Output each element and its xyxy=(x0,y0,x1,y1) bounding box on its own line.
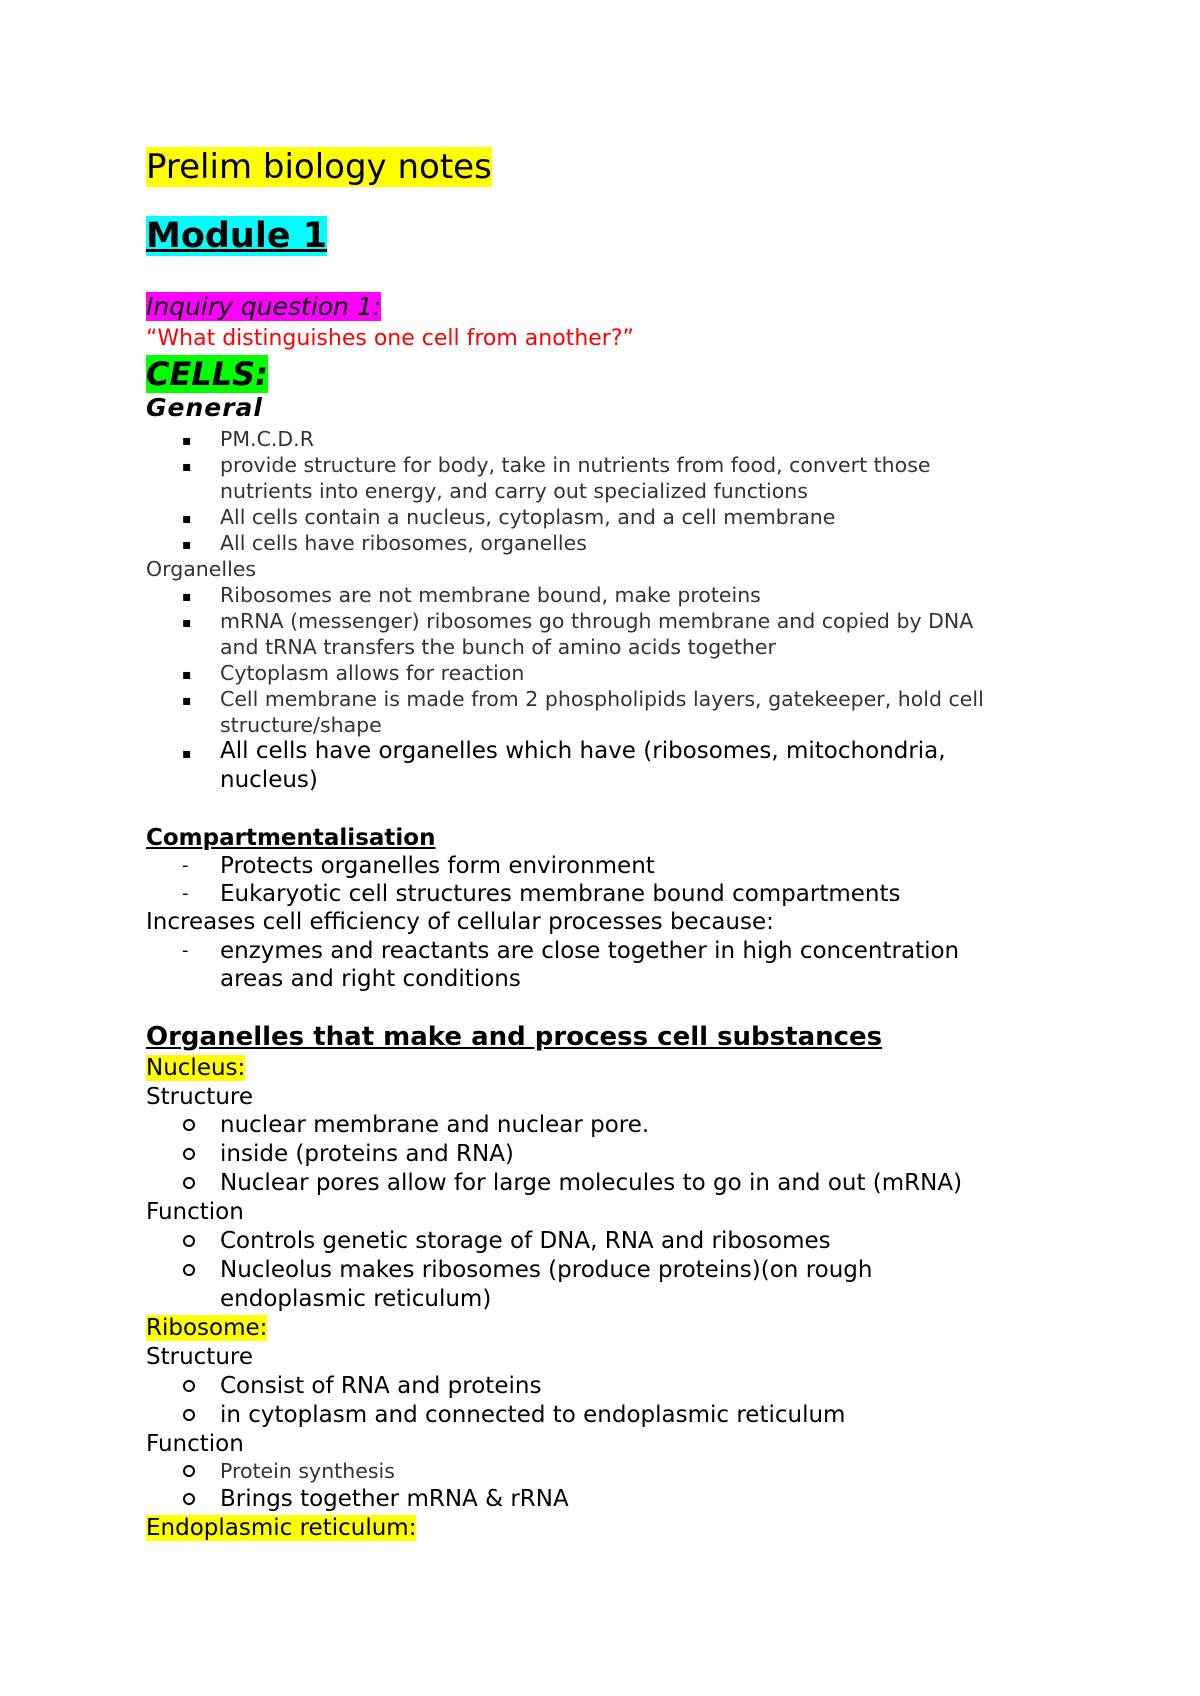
bullet-icon: ▪ xyxy=(182,537,192,553)
inquiry-label: Inquiry question 1: xyxy=(146,292,382,321)
circle-bullet-icon xyxy=(183,1264,195,1276)
bullet-icon: ▪ xyxy=(182,746,192,762)
organelles-make-heading: Organelles that make and process cell substances xyxy=(146,1022,883,1052)
bullet-icon: ▪ xyxy=(182,511,192,527)
list-item: All cells contain a nucleus, cytoplasm, and a cell membrane xyxy=(220,505,836,529)
list-item-continued: and tRNA transfers the bunch of amino acids together xyxy=(220,635,776,659)
list-item: inside (proteins and RNA) xyxy=(220,1141,514,1167)
nucleus-label: Nucleus: xyxy=(146,1055,246,1081)
list-item: Consist of RNA and proteins xyxy=(220,1373,542,1399)
list-item-continued: endoplasmic reticulum) xyxy=(220,1286,492,1312)
nucleus-function-heading: Function xyxy=(146,1199,244,1225)
list-item: Controls genetic storage of DNA, RNA and ribosomes xyxy=(220,1228,831,1254)
bullet-icon: ▪ xyxy=(182,589,192,605)
list-item: Ribosomes are not membrane bound, make proteins xyxy=(220,583,761,607)
list-item: All cells have ribosomes, organelles xyxy=(220,531,587,555)
inquiry-question: “What distinguishes one cell from another?” xyxy=(146,326,634,351)
list-item: Nuclear pores allow for large molecules to go in and out (mRNA) xyxy=(220,1170,963,1196)
general-heading: General xyxy=(146,393,263,422)
ribosome-function-heading: Function xyxy=(146,1431,244,1457)
list-item: in cytoplasm and connected to endoplasmic reticulum xyxy=(220,1402,846,1428)
compartment-heading: Compartmentalisation xyxy=(146,825,436,851)
bullet-icon: ▪ xyxy=(182,459,192,475)
list-item: Cytoplasm allows for reaction xyxy=(220,661,525,685)
list-item: mRNA (messenger) ribosomes go through membrane and copied by DNA xyxy=(220,609,974,633)
list-item: All cells have organelles which have (ribosomes, mitochondria, xyxy=(220,738,946,764)
ribosome-structure-heading: Structure xyxy=(146,1344,253,1370)
bullet-icon: ▪ xyxy=(182,667,192,683)
list-item: Protects organelles form environment xyxy=(220,853,655,879)
list-item-continued: nucleus) xyxy=(220,767,318,793)
doc-title: Prelim biology notes xyxy=(146,147,492,187)
list-item: nuclear membrane and nuclear pore. xyxy=(220,1112,650,1138)
list-item-continued: structure/shape xyxy=(220,713,382,737)
circle-bullet-icon xyxy=(183,1409,195,1421)
circle-bullet-icon xyxy=(183,1148,195,1160)
ribosome-label: Ribosome: xyxy=(146,1315,268,1341)
list-item: Nucleolus makes ribosomes (produce proteins)(on rough xyxy=(220,1257,873,1283)
bullet-icon: ▪ xyxy=(182,693,192,709)
compartment-increases: Increases cell efficiency of cellular processes because: xyxy=(146,909,774,935)
list-item-continued: areas and right conditions xyxy=(220,966,521,992)
er-label: Endoplasmic reticulum: xyxy=(146,1515,417,1541)
module-heading: Module 1 xyxy=(146,216,328,256)
circle-bullet-icon xyxy=(183,1119,195,1131)
circle-bullet-icon xyxy=(183,1235,195,1247)
list-item: Brings together mRNA & rRNA xyxy=(220,1486,569,1512)
organelles-heading: Organelles xyxy=(146,557,257,581)
list-item: Eukaryotic cell structures membrane bound compartments xyxy=(220,881,901,907)
list-item-continued: nutrients into energy, and carry out specialized functions xyxy=(220,479,808,503)
bullet-icon: ▪ xyxy=(182,433,192,449)
cells-heading: CELLS: xyxy=(146,355,268,393)
list-item: Protein synthesis xyxy=(220,1459,395,1483)
circle-bullet-icon xyxy=(183,1380,195,1392)
list-item: provide structure for body, take in nutrients from food, convert those xyxy=(220,453,931,477)
nucleus-structure-heading: Structure xyxy=(146,1084,253,1110)
bullet-icon: ▪ xyxy=(182,615,192,631)
circle-bullet-icon xyxy=(183,1493,195,1505)
dash-icon: - xyxy=(182,883,189,904)
list-item: enzymes and reactants are close together in high concentration xyxy=(220,938,960,964)
list-item: Cell membrane is made from 2 phospholipids layers, gatekeeper, hold cell xyxy=(220,687,984,711)
circle-bullet-icon xyxy=(183,1177,195,1189)
dash-icon: - xyxy=(182,940,189,961)
list-item: PM.C.D.R xyxy=(220,427,314,451)
dash-icon: - xyxy=(182,855,189,876)
circle-bullet-icon xyxy=(183,1465,195,1477)
